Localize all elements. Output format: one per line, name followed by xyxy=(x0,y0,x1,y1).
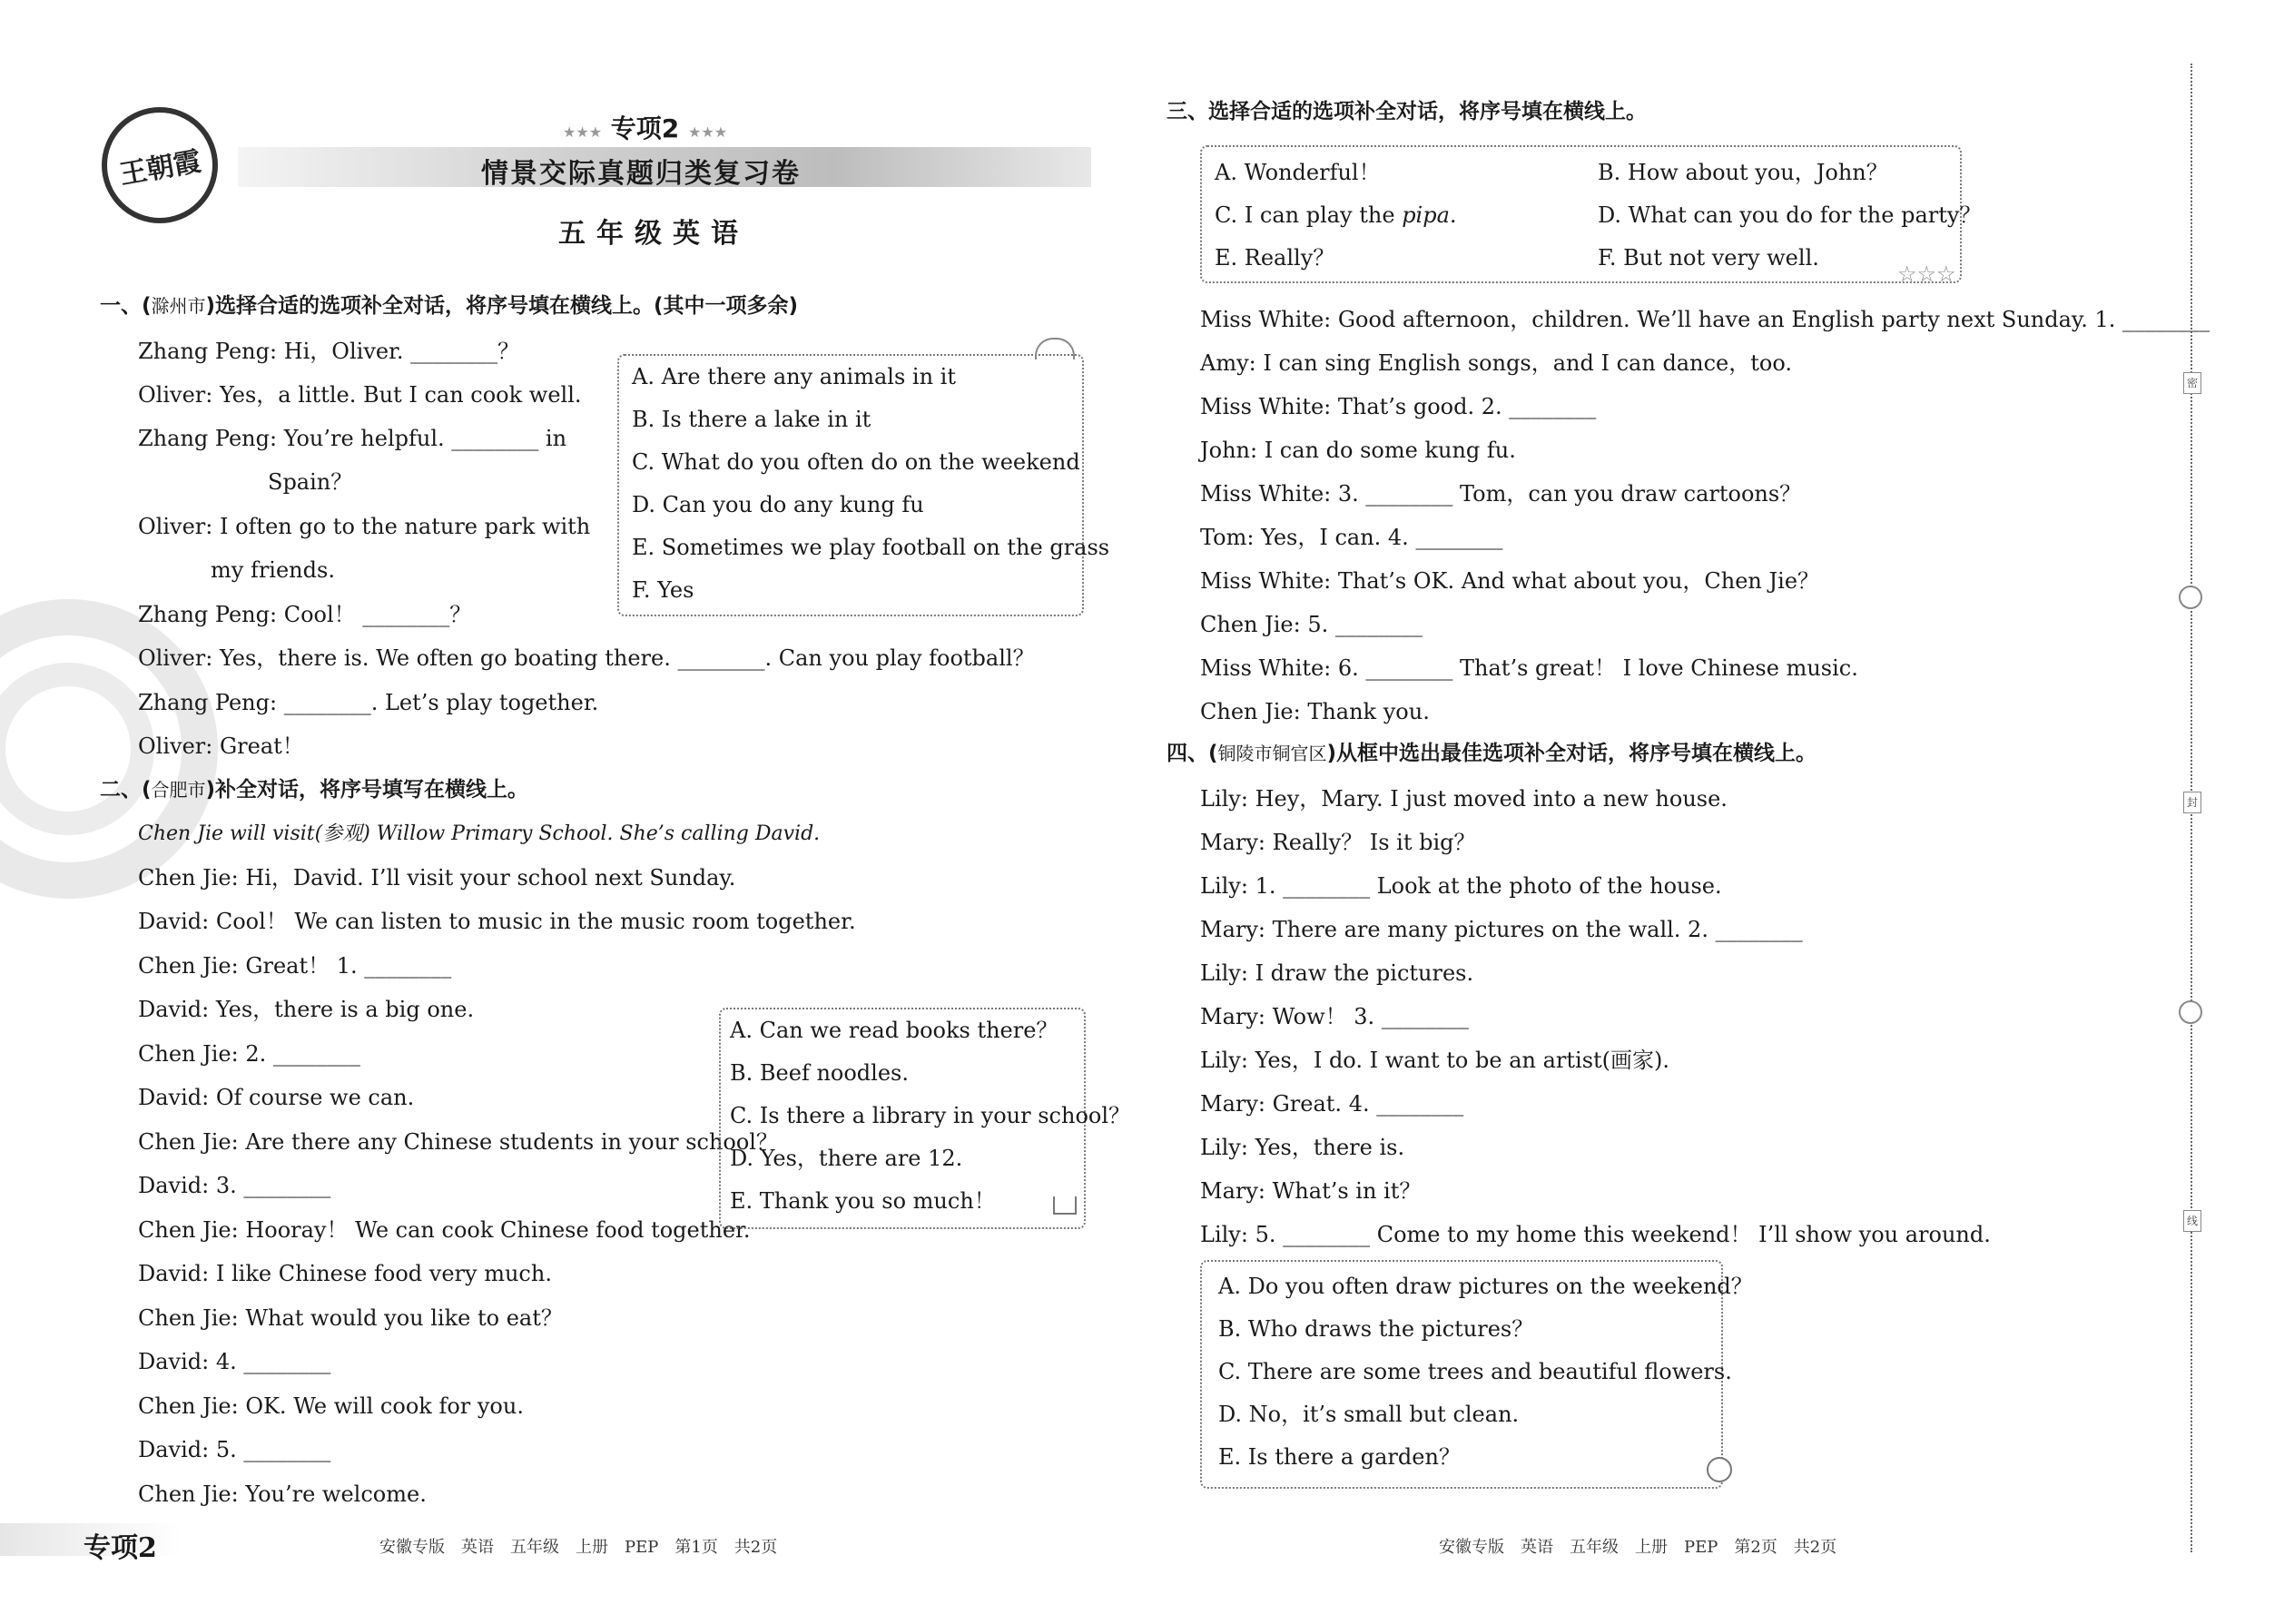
dialogue-line: Lily: Yes，I do. I want to be an artist(画家). xyxy=(1200,1048,1670,1073)
dialogue-line: Chen Jie: What would you like to eat？ xyxy=(138,1305,563,1331)
dialogue-line: Oliver: Great！ xyxy=(138,733,304,759)
dialogue-line: Oliver: I often go to the nature park with xyxy=(138,514,591,539)
dialogue-line: Zhang Peng: You’re helpful. ________ in xyxy=(138,426,567,451)
option-item: D. Yes，there are 12. xyxy=(730,1146,963,1171)
sun-icon xyxy=(1035,338,1075,359)
brand-logo xyxy=(102,107,218,223)
footer-badge: 专项2 xyxy=(84,1532,157,1564)
dialogue-line: Amy: I can sing English songs，and I can dance，too. xyxy=(1200,350,1792,376)
option-item: E. Is there a garden？ xyxy=(1218,1444,1461,1470)
seal-mark: 线 xyxy=(2183,1210,2201,1232)
star-icon: ☆☆☆ xyxy=(1897,261,1956,287)
dialogue-line: David: 3. ________ xyxy=(138,1173,331,1198)
page-title: 情景交际真题归类复习卷 xyxy=(481,158,801,190)
binding-hole xyxy=(2179,1000,2202,1024)
section2-intro: Chen Jie will visit(参观) Willow Primary School. She’s calling David. xyxy=(138,822,821,845)
option-item: F. Yes xyxy=(632,577,694,603)
seal-mark: 封 xyxy=(2183,792,2201,813)
house-icon xyxy=(1053,1196,1077,1215)
dialogue-line: Lily: I draw the pictures. xyxy=(1200,960,1474,986)
option-item: E. Thank you so much！ xyxy=(730,1188,996,1214)
dialogue-line: Chen Jie: Thank you. xyxy=(1200,699,1430,724)
tree-icon xyxy=(1707,1457,1732,1482)
dialogue-line: Chen Jie: You’re welcome. xyxy=(138,1481,427,1507)
section1-heading: 一、(滁州市)选择合适的选项补全对话，将序号填在横线上。(其中一项多余) xyxy=(100,294,799,318)
dialogue-line: Chen Jie: Hooray！ We can cook Chinese food together. xyxy=(138,1217,751,1243)
dialogue-line: David: 4. ________ xyxy=(138,1349,331,1374)
dialogue-line: Lily: Hey，Mary. I just moved into a new house. xyxy=(1200,786,1728,812)
seal-mark: 密 xyxy=(2183,372,2201,394)
option-item: D. No，it’s small but clean. xyxy=(1218,1402,1520,1427)
dialogue-line: Chen Jie: 2. ________ xyxy=(138,1041,360,1067)
dialogue-line: Oliver: Yes，a little. But I can cook well. xyxy=(138,382,582,408)
footer-right: 安徽专版 英语 五年级 上册 PEP 第2页 共2页 xyxy=(1439,1538,1837,1557)
dialogue-line: David: Cool！ We can listen to music in the music room together. xyxy=(138,909,856,934)
dialogue-line: Mary: Great. 4. ________ xyxy=(1200,1091,1464,1117)
dialogue-line: John: I can do some kung fu. xyxy=(1200,438,1516,463)
dialogue-line: Spain？ xyxy=(268,469,353,495)
footer-left: 安徽专版 英语 五年级 上册 PEP 第1页 共2页 xyxy=(379,1538,778,1557)
section4-heading: 四、(铜陵市铜官区)从框中选出最佳选项补全对话，将序号填在横线上。 xyxy=(1167,742,1817,765)
option-item: D. What can you do for the party？ xyxy=(1598,202,1982,228)
dialogue-line: Zhang Peng: Cool！ ________？ xyxy=(138,602,472,627)
dialogue-line: Zhang Peng: ________. Let’s play together. xyxy=(138,690,599,715)
option-item: B. How about you，John？ xyxy=(1598,160,1888,185)
option-item: E. Sometimes we play football on the grass xyxy=(632,535,1110,560)
option-item: B. Beef noodles. xyxy=(730,1060,909,1086)
section3-heading: 三、选择合适的选项补全对话，将序号填在横线上。 xyxy=(1167,100,1647,123)
dialogue-line: Miss White: That’s OK. And what about you，Chen Jie？ xyxy=(1200,568,1820,594)
dialogue-line: Miss White: That’s good. 2. ________ xyxy=(1200,394,1597,419)
dialogue-line: Chen Jie: OK. We will cook for you. xyxy=(138,1393,524,1419)
dialogue-line: David: Yes，there is a big one. xyxy=(138,997,475,1022)
kicker: ★★★ 专项2 ★★★ xyxy=(563,113,728,143)
option-item: A. Are there any animals in it xyxy=(632,364,956,389)
dialogue-line: my friends. xyxy=(211,557,335,583)
dialogue-line: Zhang Peng: Hi，Oliver. ________？ xyxy=(138,339,520,364)
dialogue-line: Tom: Yes，I can. 4. ________ xyxy=(1200,525,1503,550)
option-item: B. Who draws the pictures？ xyxy=(1218,1316,1534,1342)
dialogue-line: Chen Jie: Hi，David. I’ll visit your school next Sunday. xyxy=(138,865,736,891)
kicker-text: 专项2 xyxy=(610,113,680,143)
dialogue-line: Lily: 5. ________ Come to my home this weekend！ I’ll show you around. xyxy=(1200,1222,1991,1247)
dialogue-line: Miss White: 6. ________ That’s great！ I love Chinese music. xyxy=(1200,655,1858,681)
dialogue-line: Chen Jie: Great！ 1. ________ xyxy=(138,953,452,979)
option-item: F. But not very well. xyxy=(1598,245,1819,271)
dialogue-line: Chen Jie: 5. ________ xyxy=(1200,612,1423,637)
dialogue-line: Mary: What’s in it？ xyxy=(1200,1178,1422,1204)
option-item: A. Can we read books there？ xyxy=(730,1018,1058,1043)
dialogue-line: Mary: There are many pictures on the wall. 2. ________ xyxy=(1200,917,1803,942)
option-item: C. Is there a library in your school？ xyxy=(730,1103,1131,1128)
section2-heading: 二、(合肥市)补全对话，将序号填写在横线上。 xyxy=(100,778,529,802)
dialogue-line: Miss White: Good afternoon，children. We’ll have an English party next Sunday. 1. ________ xyxy=(1200,307,2210,332)
option-item: C. There are some trees and beautiful flowers. xyxy=(1218,1359,1732,1384)
brand-logo-text: 王朝霞 xyxy=(117,145,203,192)
page-subtitle: 五年级英语 xyxy=(558,218,749,250)
option-item: C. I can play the pipa. xyxy=(1215,202,1457,228)
dialogue-line: David: Of course we can. xyxy=(138,1085,415,1110)
option-item: E. Really？ xyxy=(1215,245,1335,271)
dialogue-line: Lily: Yes，there is. xyxy=(1200,1135,1405,1160)
dialogue-line: David: I like Chinese food very much. xyxy=(138,1261,552,1286)
option-item: A. Wonderful！ xyxy=(1215,160,1381,185)
binding-hole xyxy=(2179,586,2202,609)
dialogue-line: David: 5. ________ xyxy=(138,1437,331,1462)
option-item: A. Do you often draw pictures on the weekend？ xyxy=(1218,1274,1753,1299)
dialogue-line: Chen Jie: Are there any Chinese students in your school？ xyxy=(138,1129,778,1155)
dialogue-line: Miss White: 3. ________ Tom，can you draw cartoons？ xyxy=(1200,481,1802,507)
option-item: D. Can you do any kung fu xyxy=(632,492,924,517)
option-item: B. Is there a lake in it xyxy=(632,407,871,432)
dialogue-line: Mary: Really？ Is it big？ xyxy=(1200,830,1476,855)
dialogue-line: Oliver: Yes，there is. We often go boating there. ________. Can you play football？ xyxy=(138,645,1035,671)
dialogue-line: Lily: 1. ________ Look at the photo of the house. xyxy=(1200,873,1722,899)
dialogue-line: Mary: Wow！ 3. ________ xyxy=(1200,1004,1469,1029)
option-item: C. What do you often do on the weekend xyxy=(632,449,1080,475)
